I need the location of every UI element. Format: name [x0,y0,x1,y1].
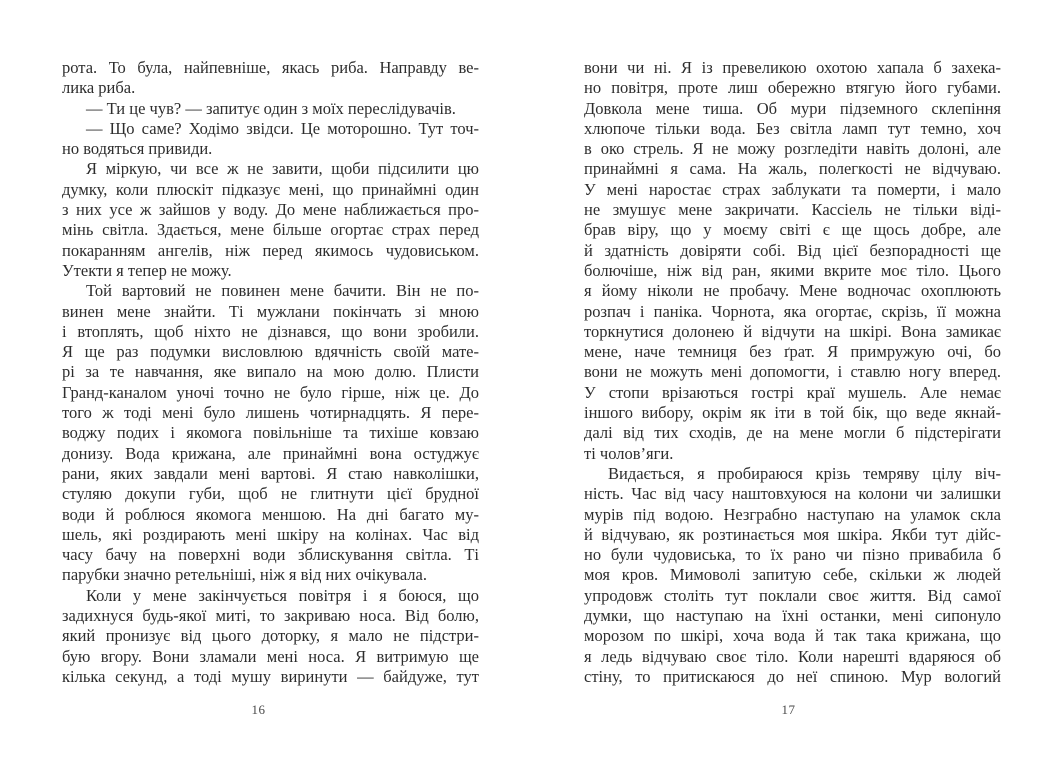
book-page-right-text [584,58,1001,687]
book-page-left-text [62,58,479,687]
page-number-right: 17 [781,702,796,717]
text-line: бую вгору. Вони зламали мені носа. Я витримую ще [62,646,479,666]
text-line: Довкола мене тиша. Об мури підземного склепіння [584,98,1001,118]
text-line: не змушує мене закричати. Кассіель не тільки віді- [584,200,1001,220]
text-line: Я ще раз подумки висловлюю вдячність своїй мате- [62,342,479,362]
text-line: ність. Час від часу наштовхуюся на колони чи залишки [584,484,1001,504]
text-line: парубки значно ретельніші, ніж я від них очікувала. [62,565,427,585]
text-line: принаймні я сама. На жаль, полегкості не відчуваю. [584,159,1001,179]
text-line: лика риба. [62,78,136,98]
text-line: рота. То була, найпевніше, якась риба. Направду ве- [62,58,479,77]
text-line: морозом по шкірі, хоча вода й так така крижана, що [584,626,1001,646]
text-line: в око стрель. Я не можу розгледіти навіть долоні, але [584,139,1001,159]
text-line: — Ти це чув? — запитує один з моїх переслідувачів. [86,98,456,118]
text-line: і втоплять, щоб ніхто не дізнався, що вони зробили. [62,321,479,341]
text-line: того ж тоді мені було лишень чотирнадцять. Я пере- [62,403,479,423]
text-line: шель, які роздирають мені шкіру на колінах. Час від [62,524,479,544]
text-line: іншого вибору, окрім як іти в той бік, що веде якнай- [584,403,1001,423]
text-line: болючіше, ніж від ран, якими вкрите моє тіло. Цього [584,260,1001,280]
text-line: — Що саме? Ходімо звідси. Це моторошно. Тут точ- [86,118,479,138]
text-line: який пронизує від цього доторку, я мало не підстри- [62,626,479,646]
text-line: винен мене знайти. Ті мужлани покінчать зі мною [62,301,479,321]
text-line: упродовж століть тут поклали своє життя. Від самої [584,585,1001,605]
text-line: далі від тих сходів, де на мене могли б підстерігати [584,423,1001,443]
text-line: мінь світла. Здається, мене більше огортає страх перед [62,220,479,240]
text-line: Гранд-каналом уночі точно не було гірше, ніж це. До [62,382,479,402]
text-line: я ледь відчуваю своє тіло. Коли нарешті вдаряюся об [584,646,1001,666]
text-line: но були чудовиська, то їх рано чи пізно привабила б [584,545,1001,565]
text-line: Я міркую, чи все ж не завити, щоби підсилити цю [86,159,479,179]
text-line: часу бачу на поверхні води зблискування світла. Ті [62,545,479,565]
text-line: У мені наростає страх заблукати та померти, і мало [584,179,1001,199]
text-line: кілька секунд, а тоді мушу виринути — байдуже, тут [62,666,479,686]
text-line: торкнутися долонею й відчути на шкірі. Вона замикає [584,321,1001,341]
text-line: мурів під водою. Незграбно наступаю на уламок скла [584,504,1001,524]
text-line: й відчуваю, як розтинається моя шкіра. Якби тут дійс- [584,524,1001,544]
text-line: Утекти я тепер не можу. [62,260,232,280]
text-line: но водяться привиди. [62,139,213,159]
text-line: думки, що наступаю на їхні останки, мені сипонуло [584,606,1001,626]
text-line: я йому ніколи не пробачу. Мене водночас охоплюють [584,281,1001,301]
text-line: покаранням ангелів, ніж перед якимось чудовиськом. [62,240,479,260]
text-line: думку, коли плюскіт підказує мені, що принаймні один [62,179,479,199]
text-line: Той вартовий не повинен мене бачити. Він не по- [86,281,479,301]
text-line: з них усе ж зайшов у воду. До мене наближається про- [62,200,479,220]
text-line: стіну, то притискаюся до неї спиною. Мур вологий [584,666,1001,686]
page-number-left: 16 [251,702,266,717]
text-line: донизу. Вода крижана, але принаймні вона остуджує [62,443,479,463]
text-line: У стопи врізаються гострі краї мушель. Але немає [584,382,1001,402]
text-line: води й роблюся якомога меншою. На дні багато му- [62,504,479,524]
text-line: вони чи ні. Я із превеликою охотою хапала б захека- [584,58,1001,77]
text-line: воджу подих і якомога повільніше та тихіше ковзаю [62,423,479,443]
text-line: задихнуся будь-якої миті, то закриваю носа. Від болю, [62,606,479,626]
text-line: Коли у мене закінчується повітря і я боюся, що [86,585,479,605]
text-line: брав віру, що у моєму світі є ще щось добре, але [584,220,1001,240]
text-line: й здатність довіряти собі. Від цієї безпорадності ще [584,240,1001,260]
text-line: стуляю докупи губи, щоб не глитнути цієї брудної [62,484,479,504]
text-line: Видається, я пробираюся крізь темряву цілу віч- [608,463,1001,483]
text-line: вони не можуть мені допомогти, і ставлю ногу вперед. [584,362,1001,382]
text-line: мене, наче темниця без ґрат. Я примружую очі, бо [584,342,1001,362]
text-line: но повітря, проте лиш обережно втягую його губами. [584,78,1001,98]
text-line: хлюпоче тільки вода. Без світла ламп тут темно, хоч [584,118,1001,138]
text-line: рі за те навчання, яке випало на мою долю. Плисти [62,362,479,382]
text-line: моя кров. Мимоволі запитую себе, скільки ж людей [584,565,1001,585]
text-line: ті чолов’яги. [584,443,674,463]
text-line: розпач і паніка. Чорнота, яка огортає, скрізь, її можна [584,301,1001,321]
text-line: рани, яких завдали мені вартові. Я стаю навколішки, [62,463,479,483]
